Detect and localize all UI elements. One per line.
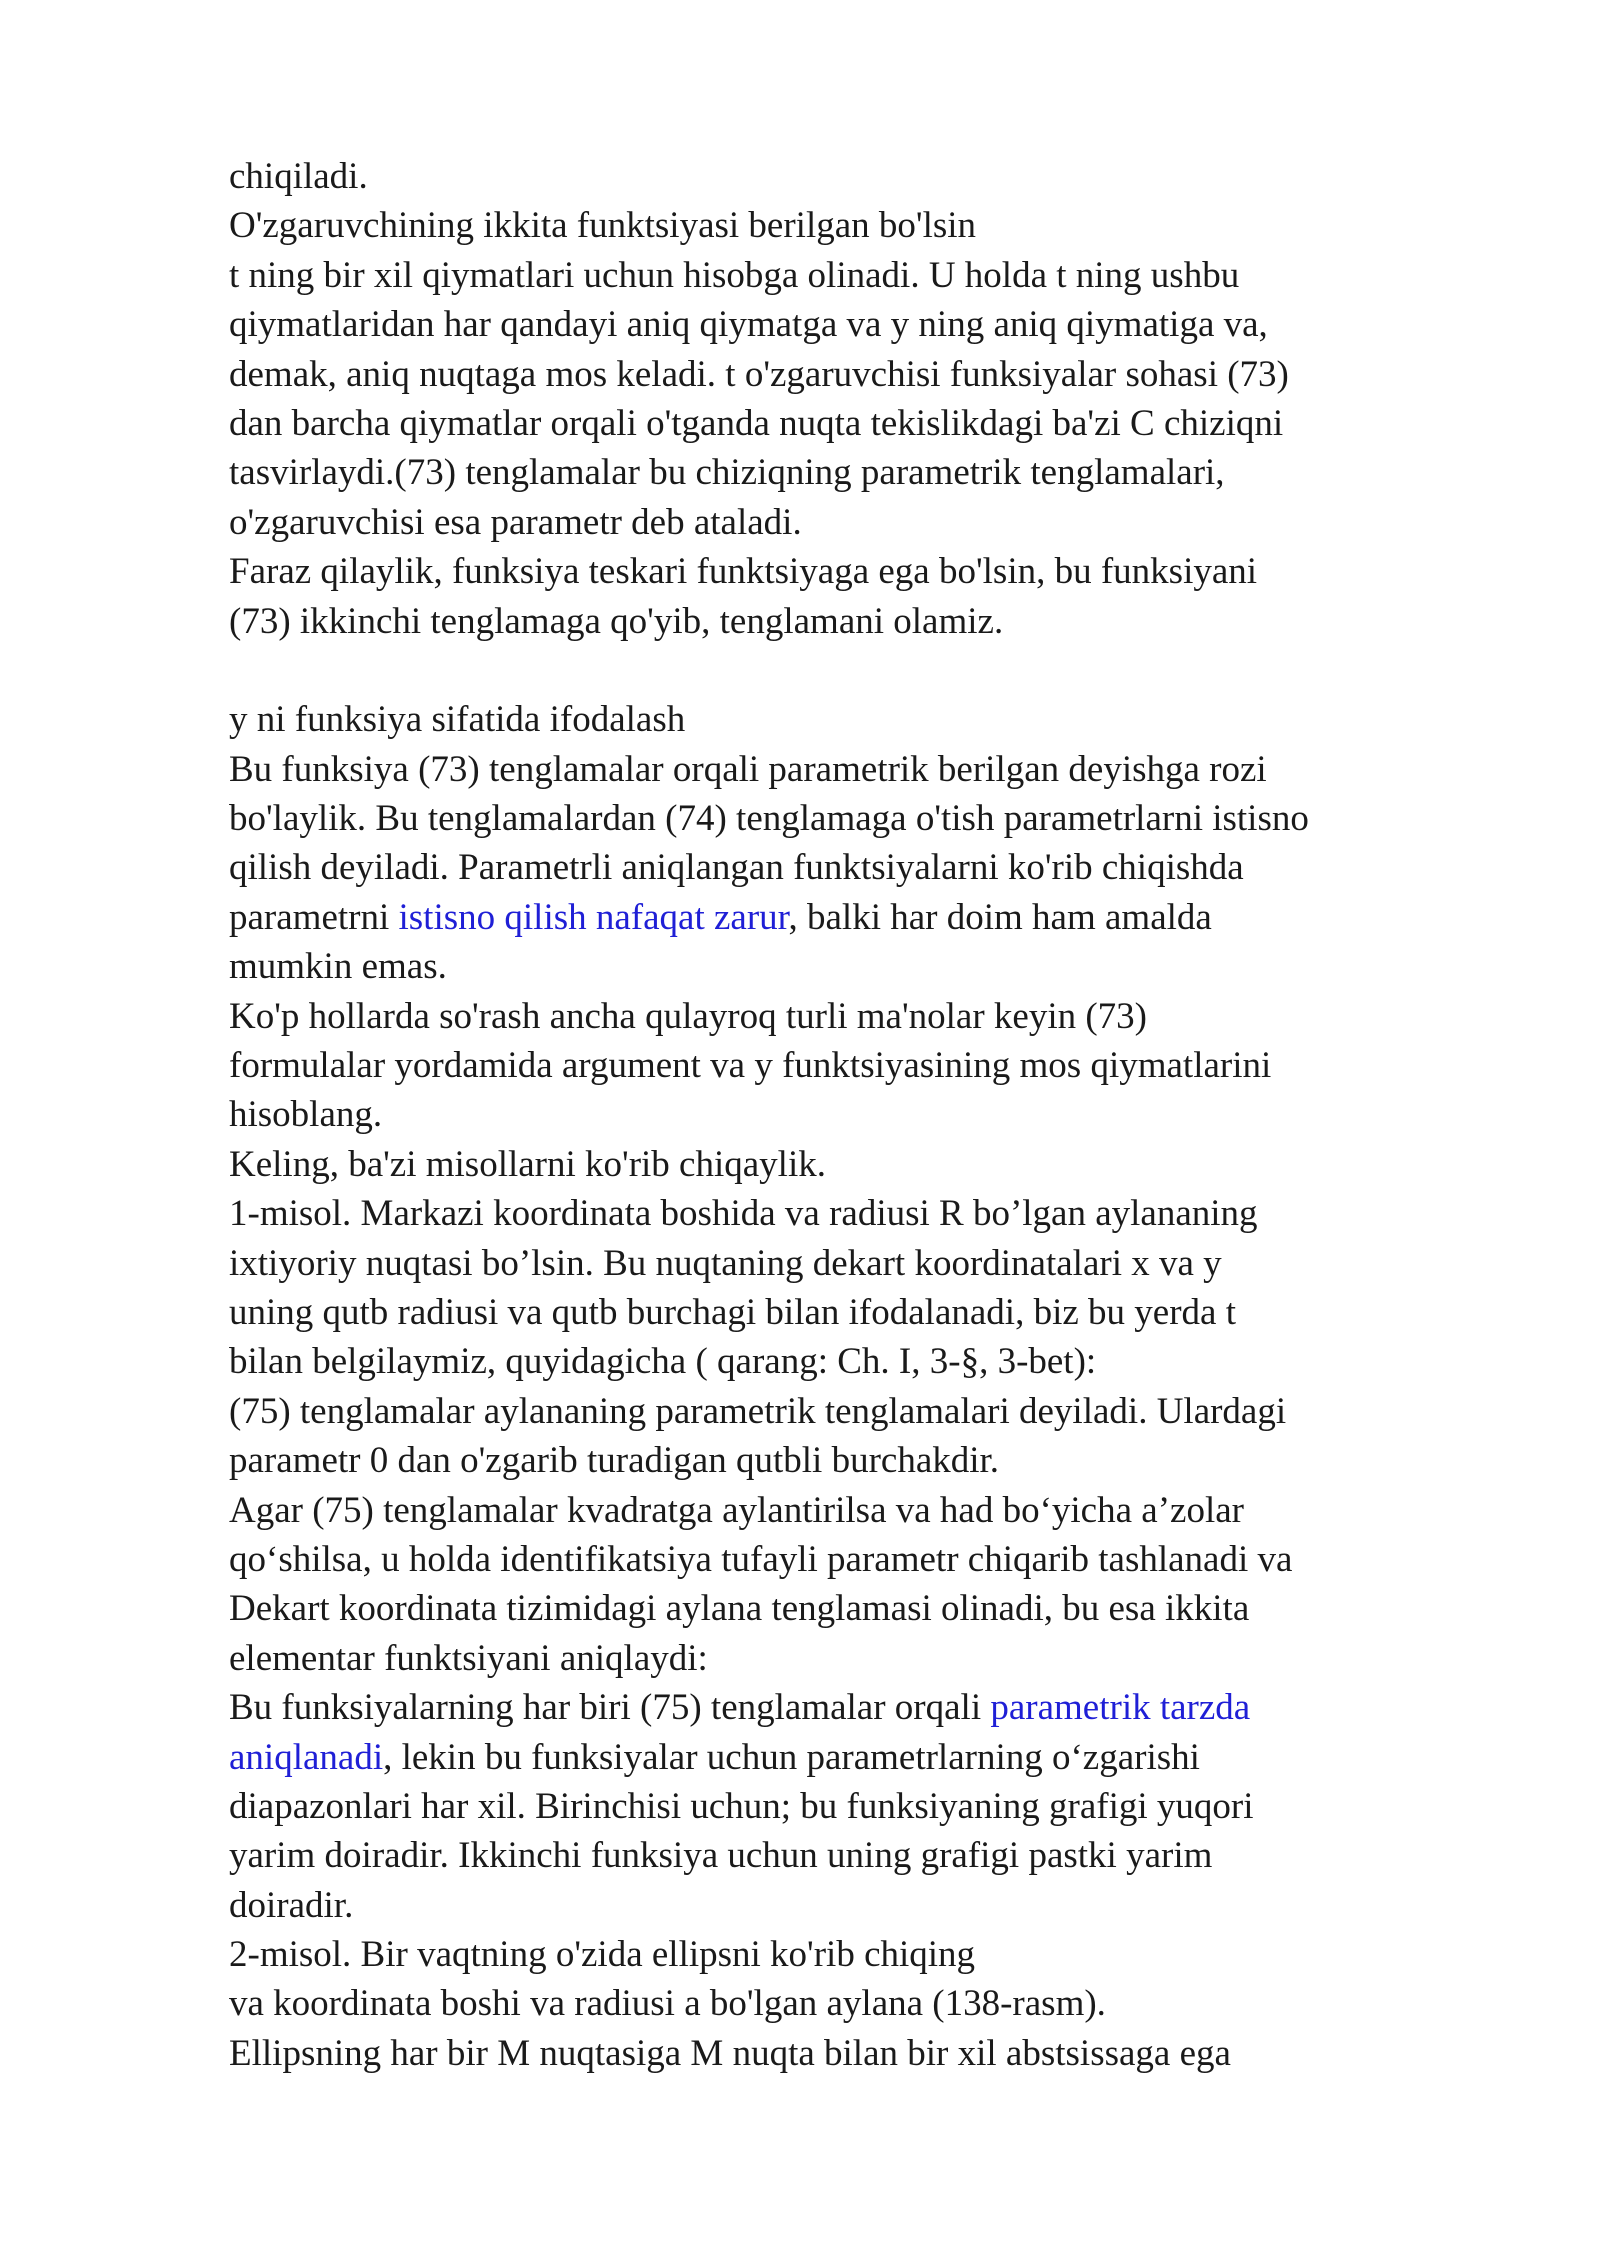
text-line: ixtiyoriy nuqtasi bo’lsin. Bu nuqtaning dekart koordinatalari x va y	[229, 1242, 1222, 1284]
istisno-link[interactable]: istisno qilish nafaqat zarur	[398, 896, 789, 938]
text-fragment: parametrni	[229, 896, 399, 938]
text-line: chiqiladi.	[229, 156, 368, 197]
text-line: va koordinata boshi va radiusi a bo'lgan aylana (138-rasm).	[229, 1983, 1106, 2025]
text-line: diapazonlari har xil. Birinchisi uchun; bu funksiyaning grafigi yuqori	[229, 1785, 1254, 1827]
text-line: t ning bir xil qiymatlari uchun hisobga olinadi. U holda t ning ushbu	[229, 254, 1240, 296]
text-line: dan barcha qiymatlar orqali o'tganda nuqta tekislikdagi ba'zi C chiziqni	[229, 402, 1284, 444]
text-line: bilan belgilaymiz, quyidagicha ( qarang: Ch. I, 3-§, 3-bet):	[229, 1341, 1097, 1383]
text-line: elementar funktsiyani aniqlaydi:	[229, 1637, 708, 1679]
text-line: mumkin emas.	[229, 946, 447, 988]
text-line-with-link	[229, 1733, 1529, 1782]
parametrik-tarzda-link[interactable]: parametrik tarzda	[990, 1687, 1251, 1729]
text-fragment: , balki har doim ham amalda	[788, 896, 1212, 938]
section-heading: y ni funksiya sifatida ifodalash	[229, 699, 686, 741]
text-line: Bu funksiya (73) tenglamalar orqali parametrik berilgan deyishga rozi	[229, 748, 1267, 790]
text-line: qiymatlaridan har qandayi aniq qiymatga va y ning aniq qiymatiga va,	[229, 304, 1268, 346]
text-fragment: Bu funksiyalarning har biri (75) tenglamalar orqali	[229, 1687, 991, 1729]
text-line: formulalar yordamida argument va y funktsiyasining mos qiymatlarini	[229, 1045, 1272, 1087]
document-body	[229, 152, 1529, 2078]
aniqlanadi-link[interactable]: aniqlanadi	[229, 1736, 384, 1778]
text-line: (73) ikkinchi tenglamaga qo'yib, tenglamani olamiz.	[229, 600, 1004, 642]
text-line: parametr 0 dan o'zgarib turadigan qutbli burchakdir.	[229, 1440, 1000, 1482]
text-line: yarim doiradir. Ikkinchi funksiya uchun uning grafigi pastki yarim	[229, 1835, 1213, 1877]
text-line-with-link	[229, 1683, 1529, 1732]
text-line: 2-misol. Bir vaqtning o'zida ellipsni ko'rib chiqing	[229, 1934, 976, 1976]
text-line: Ko'p hollarda so'rash ancha qulayroq turli ma'nolar keyin (73)	[229, 995, 1148, 1037]
text-line: uning qutb radiusi va qutb burchagi bilan ifodalanadi, biz bu yerda t	[229, 1291, 1236, 1333]
text-line: bo'laylik. Bu tenglamalardan (74) tenglamaga o'tish parametrlarni istisno	[229, 798, 1309, 840]
text-line: qo‘shilsa, u holda identifikatsiya tufayli parametr chiqarib tashlanadi va	[229, 1538, 1293, 1580]
text-line: o'zgaruvchisi esa parametr deb ataladi.	[229, 501, 802, 543]
text-line: hisoblang.	[229, 1094, 383, 1136]
text-line-with-link	[229, 893, 1529, 942]
text-line: Keling, ba'zi misollarni ko'rib chiqaylik.	[229, 1143, 826, 1185]
text-line: 1-misol. Markazi koordinata boshida va radiusi R bo’lgan aylananing	[229, 1193, 1258, 1235]
text-line: Faraz qilaylik, funksiya teskari funktsiyaga ega bo'lsin, bu funksiyani	[229, 551, 1258, 593]
text-fragment: , lekin bu funksiyalar uchun parametrlarning o‘zgarishi	[383, 1736, 1200, 1778]
text-line: Agar (75) tenglamalar kvadratga aylantirilsa va had bo‘yicha a’zolar	[229, 1489, 1244, 1531]
text-line: Ellipsning har bir M nuqtasiga M nuqta bilan bir xil abstsissaga ega	[229, 2032, 1231, 2074]
text-line: demak, aniq nuqtaga mos keladi. t o'zgaruvchisi funksiyalar sohasi (73)	[229, 353, 1289, 395]
text-line: qilish deyiladi. Parametrli aniqlangan funktsiyalarni ko'rib chiqishda	[229, 847, 1244, 889]
text-line: Dekart koordinata tizimidagi aylana tenglamasi olinadi, bu esa ikkita	[229, 1588, 1250, 1630]
text-line: (75) tenglamalar aylananing parametrik tenglamalari deyiladi. Ulardagi	[229, 1390, 1287, 1432]
text-line: doiradir.	[229, 1884, 354, 1926]
blank-line	[229, 646, 1529, 695]
text-line: tasvirlaydi.(73) tenglamalar bu chiziqning parametrik tenglamalari,	[229, 452, 1225, 494]
text-line: O'zgaruvchining ikkita funktsiyasi berilgan bo'lsin	[229, 205, 977, 247]
